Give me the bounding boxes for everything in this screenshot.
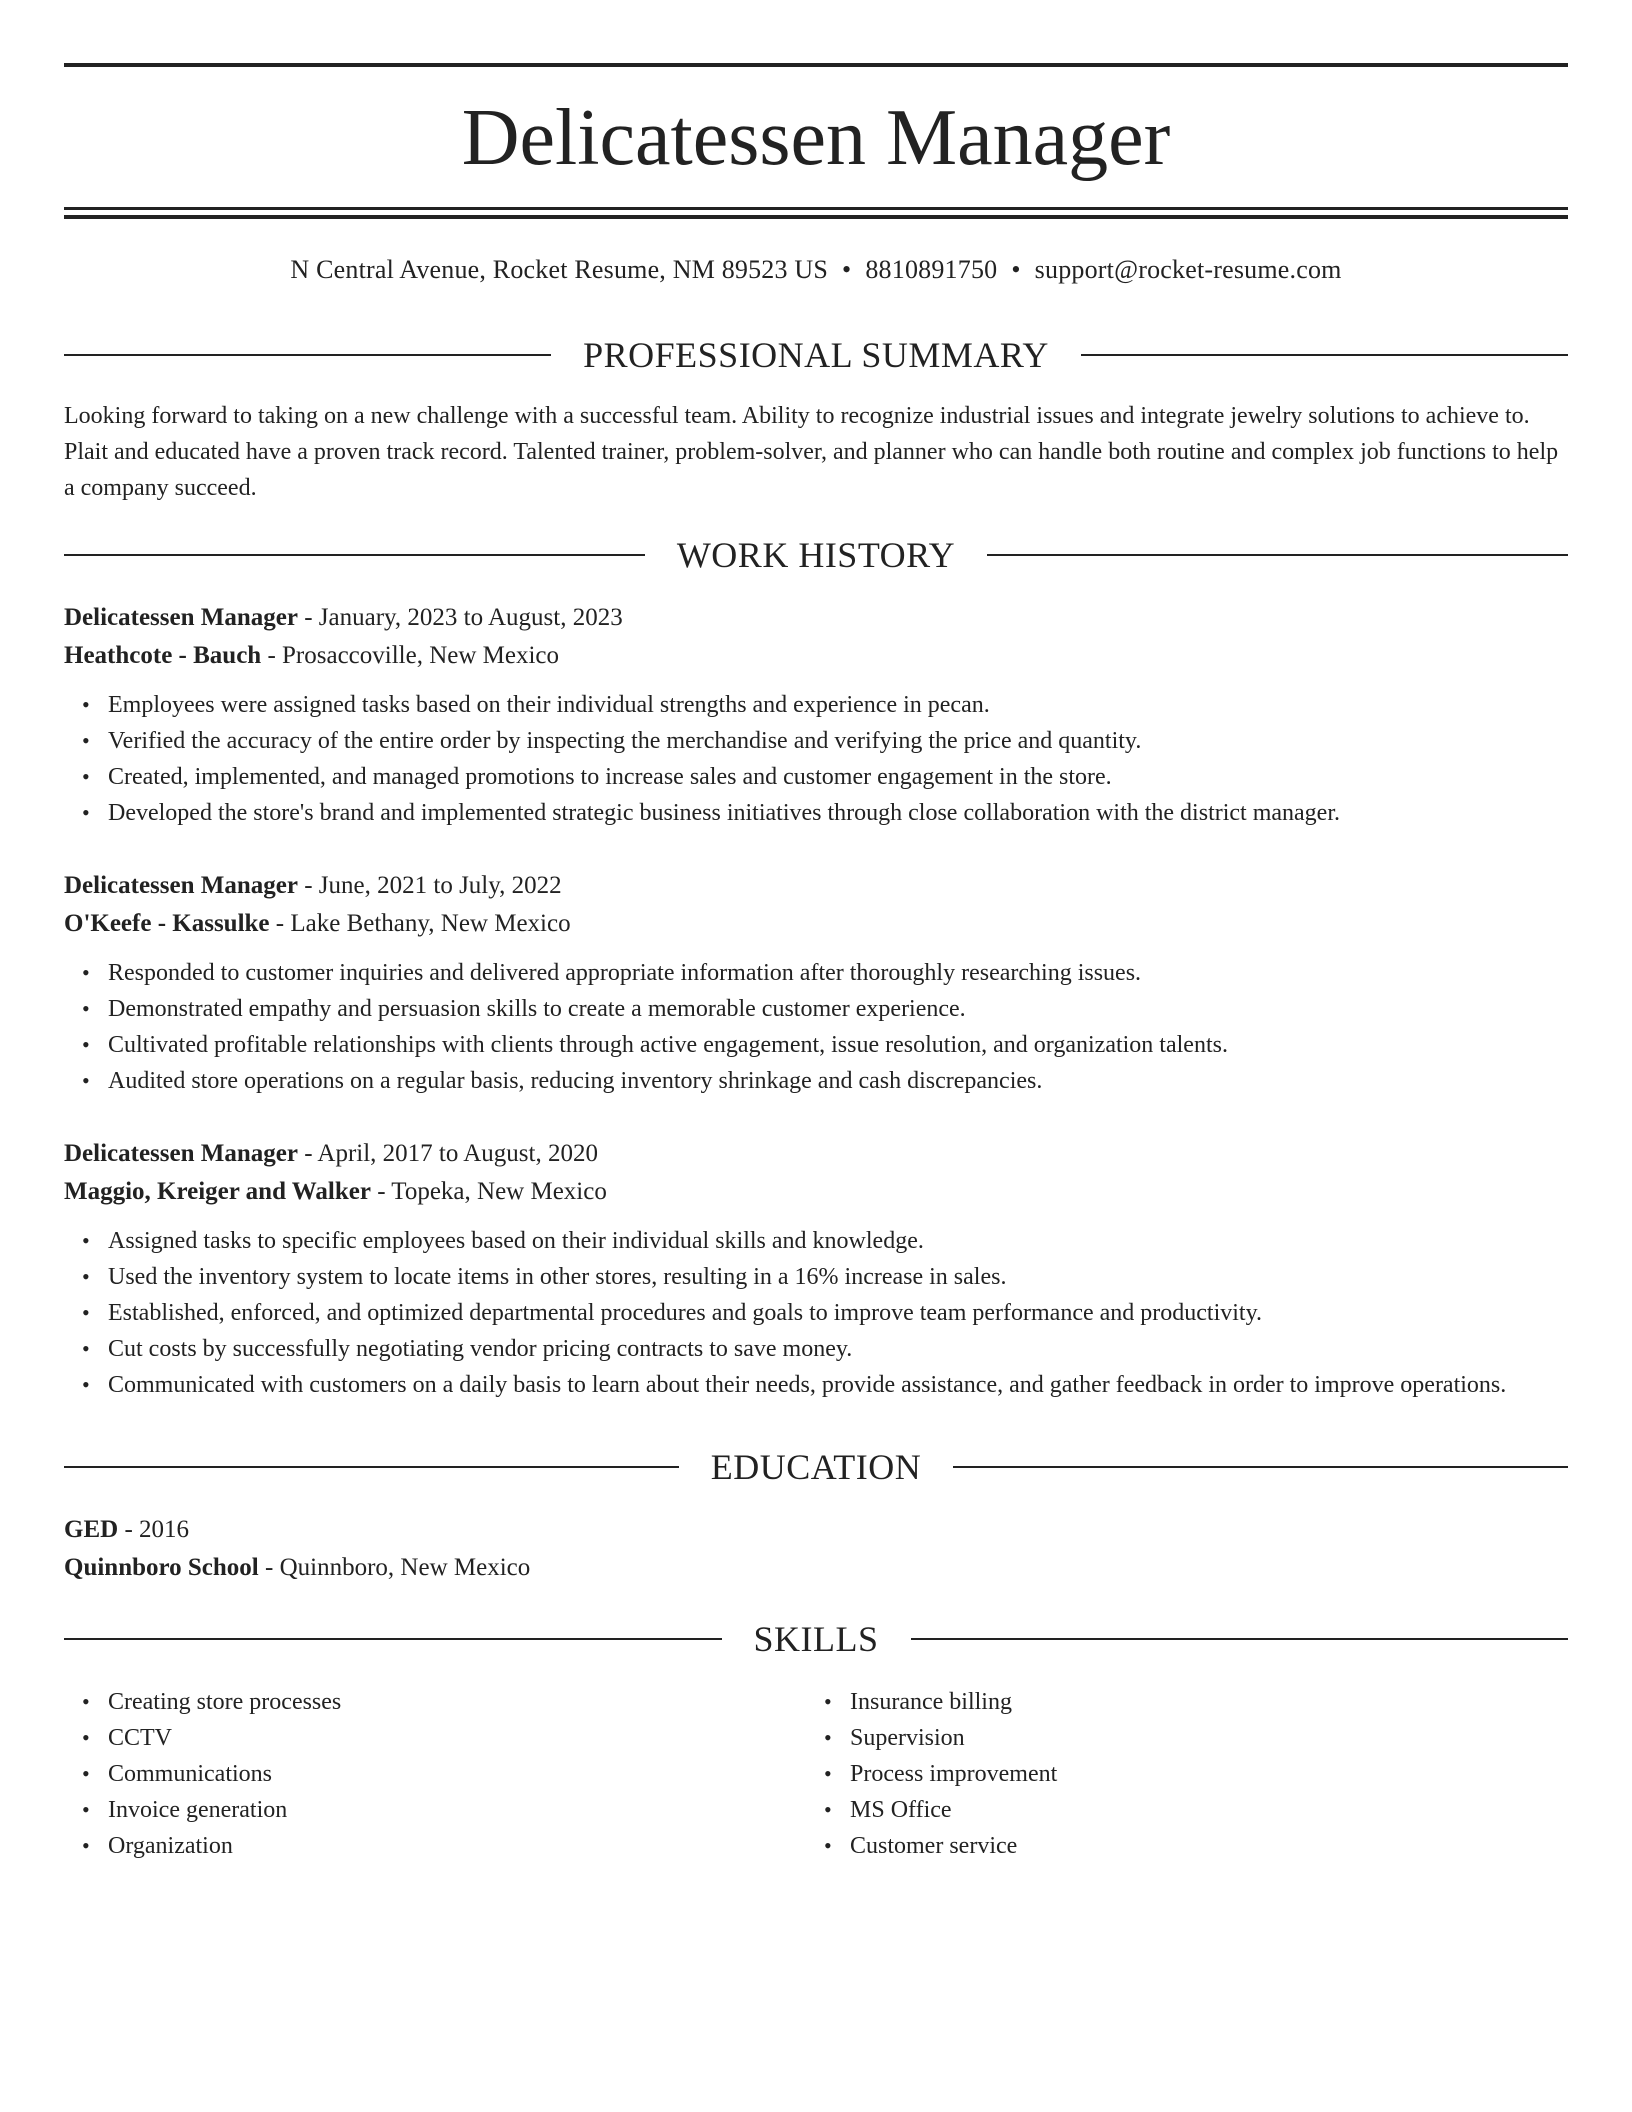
job-company: O'Keefe - Kassulke bbox=[64, 910, 270, 937]
job-entry bbox=[64, 1135, 1568, 1403]
job-bullet: • Demonstrated empathy and persuasion skills to create a memorable customer experience. bbox=[108, 991, 1568, 1027]
section-title: EDUCATION bbox=[710, 1447, 922, 1487]
contact-line bbox=[64, 252, 1568, 288]
job-bullet: • Audited store operations on a regular basis, reducing inventory shrinkage and cash discrepancies. bbox=[108, 1063, 1568, 1099]
job-company: Heathcote - Bauch bbox=[64, 642, 262, 669]
job-bullets bbox=[64, 687, 1568, 831]
education-school: Quinnboro School bbox=[64, 1554, 259, 1581]
skill-item: • Creating store processes bbox=[108, 1684, 806, 1720]
job-title: Delicatessen Manager bbox=[64, 604, 298, 631]
heading-rule bbox=[987, 554, 1568, 556]
job-entry bbox=[64, 867, 1568, 1099]
job-bullets bbox=[64, 1223, 1568, 1403]
education-location: - Quinnboro, New Mexico bbox=[258, 1554, 531, 1581]
job-bullet: • Responded to customer inquiries and delivered appropriate information after thoroughly researching issues. bbox=[108, 955, 1568, 991]
contact-separator: • bbox=[842, 255, 852, 284]
job-dates: - January, 2023 to August, 2023 bbox=[297, 604, 623, 631]
skill-item: • Communications bbox=[108, 1756, 806, 1792]
job-location: - Prosaccoville, New Mexico bbox=[261, 642, 560, 669]
job-bullet: • Developed the store's brand and implemented strategic business initiatives through close collaboration with the district manager. bbox=[108, 795, 1568, 831]
education-year: - 2016 bbox=[118, 1516, 190, 1543]
section-title: PROFESSIONAL SUMMARY bbox=[583, 335, 1049, 375]
double-rule bbox=[64, 207, 1568, 219]
job-title: Delicatessen Manager bbox=[64, 872, 298, 899]
job-bullet: • Created, implemented, and managed promotions to increase sales and customer engagement in the store. bbox=[108, 759, 1568, 795]
job-title: Delicatessen Manager bbox=[64, 1140, 298, 1167]
education-heading bbox=[64, 1447, 1568, 1487]
skill-item: • Customer service bbox=[850, 1828, 1548, 1864]
contact-phone: 8810891750 bbox=[865, 255, 998, 284]
job-bullet: • Verified the accuracy of the entire order by inspecting the merchandise and verifying the price and quantity. bbox=[108, 723, 1568, 759]
heading-rule bbox=[64, 354, 551, 356]
education-school-line bbox=[64, 1549, 1568, 1587]
job-bullet: • Employees were assigned tasks based on their individual strengths and experience in pecan. bbox=[108, 687, 1568, 723]
skills-list-left bbox=[64, 1684, 806, 1864]
heading-rule bbox=[911, 1638, 1569, 1640]
summary-heading bbox=[64, 335, 1568, 375]
job-dates: - April, 2017 to August, 2020 bbox=[297, 1140, 598, 1167]
job-company-line bbox=[64, 905, 1568, 943]
job-location: - Lake Bethany, New Mexico bbox=[269, 910, 571, 937]
job-company-line bbox=[64, 637, 1568, 675]
job-title-line bbox=[64, 867, 1568, 905]
education-entry bbox=[64, 1511, 1568, 1587]
job-company: Maggio, Kreiger and Walker bbox=[64, 1178, 371, 1205]
heading-rule bbox=[1081, 354, 1568, 356]
contact-email: support@rocket-resume.com bbox=[1034, 255, 1342, 284]
top-rule bbox=[64, 63, 1568, 67]
skill-item: • CCTV bbox=[108, 1720, 806, 1756]
job-location: - Topeka, New Mexico bbox=[370, 1178, 607, 1205]
skills-columns bbox=[64, 1684, 1568, 1864]
job-bullet: • Communicated with customers on a daily basis to learn about their needs, provide assistance, and gather feedback in order to improve operations. bbox=[108, 1367, 1568, 1403]
education-degree: GED bbox=[64, 1516, 119, 1543]
skills-list-right bbox=[806, 1684, 1548, 1864]
job-bullet: • Assigned tasks to specific employees based on their individual skills and knowledge. bbox=[108, 1223, 1568, 1259]
job-bullet: • Cut costs by successfully negotiating vendor pricing contracts to save money. bbox=[108, 1331, 1568, 1367]
job-entry bbox=[64, 599, 1568, 831]
summary-text: Looking forward to taking on a new challenge with a successful team. Ability to recognize industrial issues and integrate jewelry solutions to achieve to. Plait and educated have a proven track record. Talented trainer, problem-solver, and planner who can handle both routine and complex job functions to help a company succeed. bbox=[64, 403, 1559, 501]
work-history-heading bbox=[64, 535, 1568, 575]
skill-item: • Invoice generation bbox=[108, 1792, 806, 1828]
skill-item: • Organization bbox=[108, 1828, 806, 1864]
job-bullets bbox=[64, 955, 1568, 1099]
heading-rule bbox=[953, 1466, 1568, 1468]
heading-rule bbox=[64, 554, 645, 556]
job-bullet: • Used the inventory system to locate items in other stores, resulting in a 16% increase in sales. bbox=[108, 1259, 1568, 1295]
heading-rule bbox=[64, 1638, 722, 1640]
job-bullet: • Cultivated profitable relationships with clients through active engagement, issue resolution, and organization talents. bbox=[108, 1027, 1568, 1063]
section-title: WORK HISTORY bbox=[676, 535, 956, 575]
contact-separator: • bbox=[1011, 255, 1021, 284]
skill-item: • MS Office bbox=[850, 1792, 1548, 1828]
job-title-line bbox=[64, 1135, 1568, 1173]
skill-item: • Supervision bbox=[850, 1720, 1548, 1756]
skills-heading bbox=[64, 1619, 1568, 1659]
contact-address: N Central Avenue, Rocket Resume, NM 89523 US bbox=[290, 255, 829, 284]
job-company-line bbox=[64, 1173, 1568, 1211]
skill-item: • Process improvement bbox=[850, 1756, 1548, 1792]
section-title: SKILLS bbox=[753, 1619, 879, 1659]
heading-rule bbox=[64, 1466, 679, 1468]
resume-name: Delicatessen Manager bbox=[461, 94, 1171, 182]
job-title-line bbox=[64, 599, 1568, 637]
job-dates: - June, 2021 to July, 2022 bbox=[297, 872, 562, 899]
education-degree-line bbox=[64, 1511, 1568, 1549]
job-bullet: • Established, enforced, and optimized departmental procedures and goals to improve team performance and productivity. bbox=[108, 1295, 1568, 1331]
skill-item: • Insurance billing bbox=[850, 1684, 1548, 1720]
